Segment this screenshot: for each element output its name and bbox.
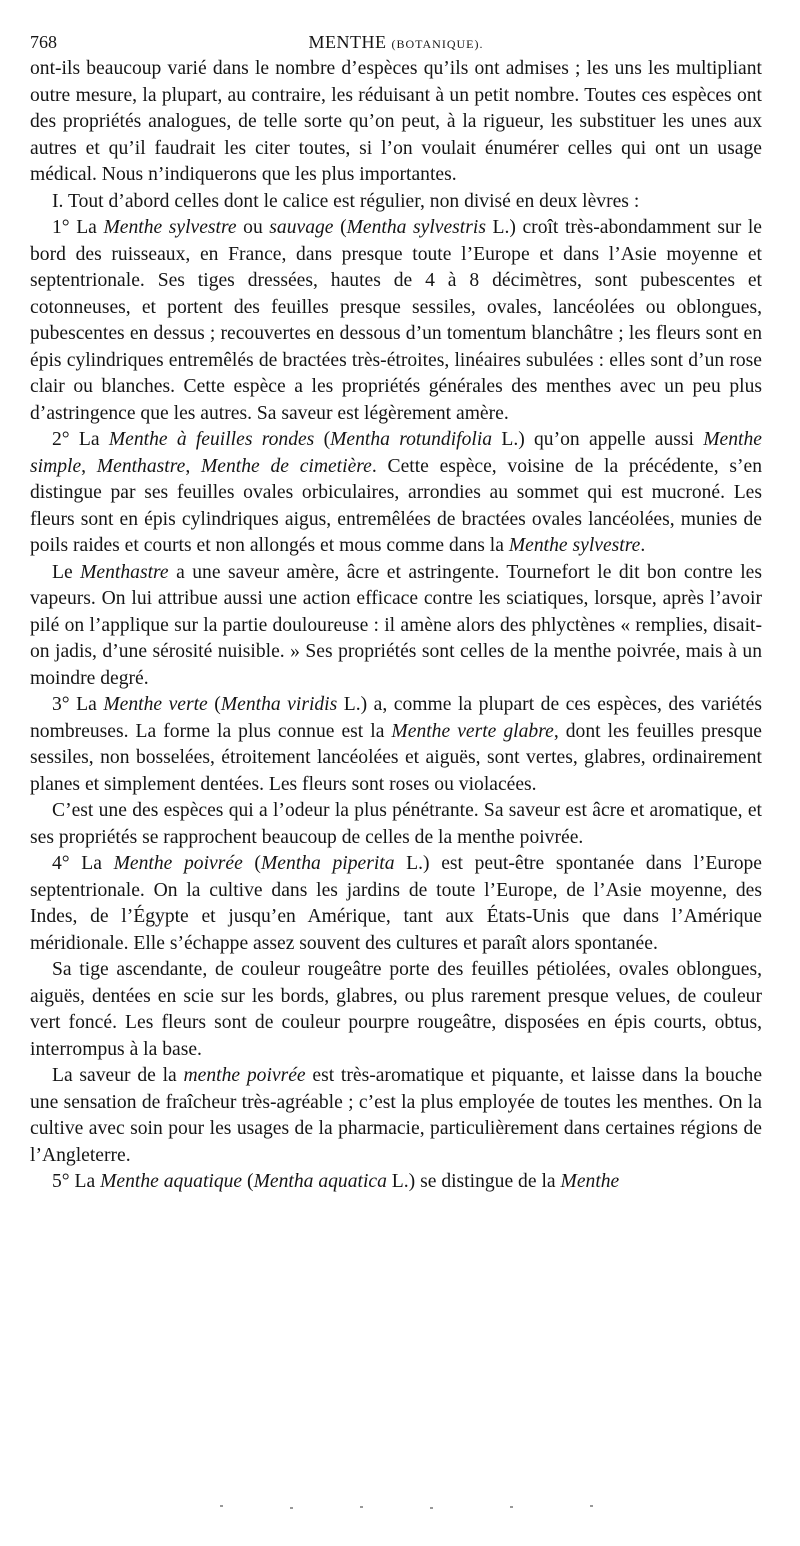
speck xyxy=(510,1506,513,1508)
page-header xyxy=(30,28,762,56)
paragraph: La saveur de la menthe poivrée est très-aromatique et piquante, et laisse dans la bouche une sensation de fraîcheur très-agréable ; c’est la plus employée de toutes les menthes. On la cultive avec soin pour les usages de la pharmacie, particulièrement dans certaines régions de l’Angleterre. xyxy=(30,1065,763,1166)
speck xyxy=(590,1505,593,1507)
running-title-main: MENTHE xyxy=(308,32,387,52)
paragraph: 3° La Menthe verte (Mentha viridis L.) a, comme la plupart de ces espèces, des variétés nombreuses. La forme la plus connue est la Menthe verte glabre, dont les feuilles presque sessiles, non bosselées, étroitement lancéolées et aiguës, sont vertes, glabres, ordinairement planes et simplement dentées. Les fleurs sont roses ou violacées. xyxy=(30,694,763,795)
page-number: 768 xyxy=(30,32,57,52)
paragraph: Le Menthastre a une saveur amère, âcre et astringente. Tournefort le dit bon contre les vapeurs. On lui attribue aussi une action efficace contre les sciatiques, lorsque, après l’avoir pilé on l’applique sur la partie douloureuse : il amène alors des phlyctènes « remplies, disait-on jadis, d’une sérosité nuisible. » Ses propriétés sont celles de la menthe poivrée, mais à un moindre degré. xyxy=(30,561,762,689)
speck xyxy=(360,1506,363,1508)
paragraph: I. Tout d’abord celles dont le calice est régulier, non divisé en deux lèvres : xyxy=(52,190,640,212)
paragraph: 5° La Menthe aquatique (Mentha aquatica L.) se distingue de la Menthe xyxy=(52,1171,620,1192)
print-specks xyxy=(220,1505,620,1515)
paragraph: 1° La Menthe sylvestre ou sauvage (Mentha sylvestris L.) croît très-abondamment sur le bord des ruisseaux, en France, dans presque toute l’Europe et dans l’Asie moyenne et septentrionale. Ses tiges dressées, hautes de 4 à 8 décimètres, sont pubescentes et cotonneuses, et portent des feuilles presque sessiles, ovales, lancéolées ou oblongues, pubescentes en dessus ; recouvertes en dessous d’un tomentum blanchâtre ; les fleurs sont en épis cylindriques entremêlés de bractées très-étroites, linéaires subulées : elles sont d’un rose clair ou blanches. Cette espèce a les propriétés générales des menthes avec un peu plus d’astringence que les autres. Sa saveur est légèrement amère. xyxy=(30,217,762,424)
body-text xyxy=(30,56,762,1196)
speck xyxy=(290,1507,293,1509)
paragraph: C’est une des espèces qui a l’odeur la plus pénétrante. Sa saveur est âcre et aromatique, et ses propriétés se rapprochent beaucoup de celles de la menthe poivrée. xyxy=(30,800,762,848)
paragraph: Sa tige ascendante, de couleur rougeâtre porte des feuilles pétiolées, ovales oblongues, aiguës, dentées en scie sur les bords, glabres, ou plus rarement presque velues, de couleur vert foncé. Les fleurs sont de couleur pourpre rougeâtre, disposées en épis courts, obtus, interrompus à la base. xyxy=(30,959,762,1060)
paragraph: 4° La Menthe poivrée (Mentha piperita L.) est peut-être spontanée dans l’Europe septentrionale. On la cultive dans les jardins de toute l’Europe, de l’Asie moyenne, des Indes, de l’Égypte et jusqu’en Amérique, tant aux États-Unis que dans l’Amérique méridionale. Elle s’échappe assez souvent des cultures et paraît alors spontanée. xyxy=(30,853,762,954)
document-page xyxy=(30,28,762,1196)
paragraph: 2° La Menthe à feuilles rondes (Mentha rotundifolia L.) qu’on appelle aussi Menthe simple, Menthastre, Menthe de cimetière. Cette espèce, voisine de la précédente, s’en distingue par ses feuilles ovales orbiculaires, arrondies au sommet qui est mucroné. Les fleurs sont en épis cylindriques aigus, entremêlées de bractées ovales lancéolées, munies de poils raides et courts et non allongés et mous comme dans la Menthe sylvestre. xyxy=(30,429,762,556)
running-title-sub: (BOTANIQUE). xyxy=(391,37,484,51)
speck xyxy=(430,1507,433,1509)
running-title xyxy=(30,28,762,58)
paragraph: ont-ils beaucoup varié dans le nombre d’espèces qu’ils ont admises ; les uns les multipliant outre mesure, la plupart, au contraire, les réduisant à un petit nombre. Toutes ces espèces ont des propriétés analogues, de telle sorte qu’on peut, à la rigueur, les substituer les unes aux autres et qu’il faudrait les citer toutes, si l’on voulait énumérer celles qui ont un usage médical. Nous n’indiquerons que les plus importantes. xyxy=(30,58,762,185)
speck xyxy=(220,1505,223,1507)
